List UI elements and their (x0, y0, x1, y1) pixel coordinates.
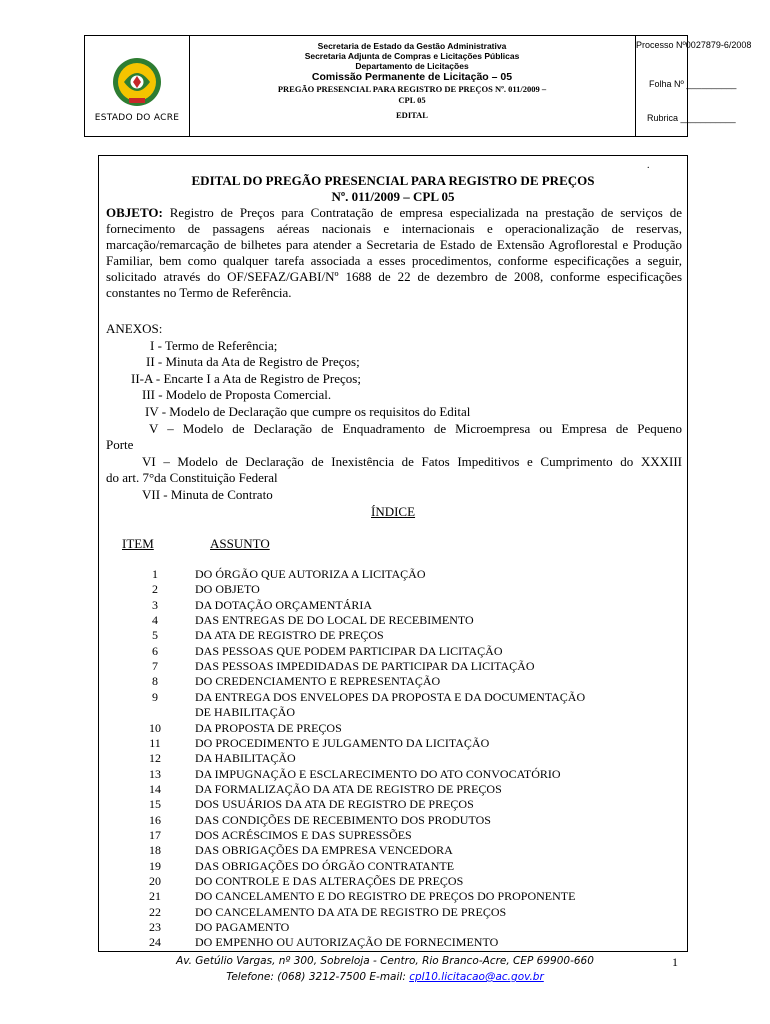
indice-item-subject: DA DOTAÇÃO ORÇAMENTÁRIA (195, 597, 373, 612)
indice-item-subject: DO CONTROLE E DAS ALTERAÇÕES DE PREÇOS (195, 874, 464, 888)
objeto-paragraph (106, 205, 682, 301)
document-header (84, 35, 752, 137)
footer-phone: Telefone: (068) 3212-7500 E-mail: (226, 971, 410, 983)
indice-item-subject: DO CREDENCIAMENTO E REPRESENTAÇÃO (195, 674, 441, 689)
indice-title: ÍNDICE (371, 504, 416, 519)
indice-item-number: 17 (149, 827, 161, 842)
indice-item-number: 16 (149, 812, 161, 827)
indice-item-number: 23 (149, 920, 161, 935)
indice-item-number: 4 (152, 613, 158, 628)
indice-item-subject: DOS ACRÉSCIMOS E DAS SUPRESSÕES (195, 827, 412, 842)
indice-item-number: 24 (149, 935, 161, 950)
header-center-cell (189, 36, 636, 136)
anexo-item: II-A - Encarte I a Ata de Registro de Preços; (131, 371, 361, 386)
header-edital: EDITAL (396, 110, 428, 120)
indice-item-number: 18 (149, 843, 161, 858)
indice-item-number: 9 (152, 689, 158, 704)
folha-field: Folha Nº __________ (649, 79, 737, 89)
indice-item-subject: DAS OBRIGAÇÕES DA EMPRESA VENCEDORA (195, 843, 453, 858)
indice-item-number: 20 (149, 874, 161, 888)
indice-item-number: 15 (149, 797, 161, 812)
indice-item-number: 3 (152, 597, 158, 612)
header-secretaria-adjunta: Secretaria Adjunta de Compras e Licitações Públicas (304, 51, 520, 61)
indice-item-subject: DAS PESSOAS QUE PODEM PARTICIPAR DA LICITAÇÃO (195, 643, 503, 658)
indice-item-subject: DA FORMALIZAÇÃO DA ATA DE REGISTRO DE PREÇOS (195, 781, 502, 796)
objeto-text: Registro de Preços para Contratação de empresa especializada na prestação de serviços de fornecimento de passagens aéreas nacionais e internacionais e operacionalização de reservas, marcação/remarcação de bilhetes para atender a Secretaria de Estado de Extensão Agroflorestal e Produção Familiar, bem como qualquer tarefa associada a esses procedimentos, conforme especificações a seguir, solicitado através do OF/SEFAZ/GABI/Nº 1688 de 22 de dezembro de 2008, conforme especificações constantes no Termo de Referência. (106, 205, 682, 300)
edital-title: EDITAL DO PREGÃO PRESENCIAL PARA REGISTRO DE PREÇOS (191, 173, 595, 188)
header-departamento: Departamento de Licitações (355, 61, 469, 71)
header-logo-cell (85, 36, 190, 136)
indice-item-subject: DOS USUÁRIOS DA ATA DE REGISTRO DE PREÇOS (195, 797, 474, 812)
anexos-label: ANEXOS: (106, 321, 163, 336)
column-header-assunto: ASSUNTO (210, 536, 270, 551)
rubrica-field: Rubrica ___________ (647, 113, 736, 123)
indice-item-number: 14 (149, 781, 161, 796)
anexo-item-cont: do art. 7°da Constituição Federal (106, 470, 278, 485)
edital-content-box (98, 155, 688, 952)
indice-item-subject: DO CANCELAMENTO E DO REGISTRO DE PREÇOS DO PROPONENTE (195, 889, 576, 904)
anexo-item: I - Termo de Referência; (150, 338, 278, 353)
footer-address: Av. Getúlio Vargas, nº 300, Sobreloja - Centro, Rio Branco-Acre, CEP 69900-660 (176, 955, 594, 967)
indice-item-subject-cont: DE HABILITAÇÃO (195, 705, 296, 720)
footer-email-link[interactable]: cpl10.licitacao@ac.gov.br (409, 971, 544, 983)
indice-item-subject: DO CANCELAMENTO DA ATA DE REGISTRO DE PREÇOS (195, 904, 507, 919)
indice-item-subject: DO PAGAMENTO (195, 920, 290, 935)
anexo-item: V – Modelo de Declaração de Enquadramento de Microempresa ou Empresa de Pequeno (149, 421, 682, 436)
indice-item-number: 19 (149, 858, 161, 873)
anexo-item: III - Modelo de Proposta Comercial. (142, 387, 332, 402)
indice-item-subject: DAS PESSOAS IMPEDIDADAS DE PARTICIPAR DA LICITAÇÃO (195, 659, 535, 674)
header-cpl: CPL 05 (398, 95, 426, 105)
estado-label: ESTADO DO ACRE (94, 113, 180, 123)
anexo-item: IV - Modelo de Declaração que cumpre os requisitos do Edital (145, 404, 471, 419)
indice-item-number: 22 (149, 904, 161, 919)
anexo-item: VI – Modelo de Declaração de Inexistência de Fatos Impeditivos e Cumprimento do XXXIII (142, 454, 682, 469)
column-header-item: ITEM (122, 536, 154, 551)
header-pregao: PREGÃO PRESENCIAL PARA REGISTRO DE PREÇOS Nº. 011/2009 – (277, 84, 547, 94)
indice-item-number: 7 (152, 659, 158, 674)
indice-item-subject: DO PROCEDIMENTO E JULGAMENTO DA LICITAÇÃO (195, 735, 490, 750)
indice-item-subject: DAS OBRIGAÇÕES DO ÓRGÃO CONTRATANTE (195, 858, 455, 873)
anexo-item: VII - Minuta de Contrato (142, 487, 273, 502)
anexo-item: II - Minuta da Ata de Registro de Preços; (146, 354, 360, 369)
indice-item-number: 8 (152, 674, 158, 689)
anexo-item-cont: Porte (106, 437, 134, 452)
indice-item-number: 6 (152, 643, 158, 658)
page-number: 1 (672, 955, 678, 969)
indice-item-number: 12 (149, 751, 161, 766)
header-right-cell (635, 36, 752, 136)
indice-item-subject: DO EMPENHO OU AUTORIZAÇÃO DE FORNECIMENTO (195, 935, 499, 950)
objeto-label: OBJETO: (106, 205, 163, 220)
indice-item-number: 11 (149, 735, 161, 750)
indice-item-subject: DAS ENTREGAS DE DO LOCAL DE RECEBIMENTO (195, 613, 474, 628)
footer-contact (0, 971, 770, 983)
indice-item-subject: DO OBJETO (195, 582, 260, 597)
header-comissao: Comissão Permanente de Licitação – 05 (311, 71, 513, 83)
indice-item-subject: DA PROPOSTA DE PREÇOS (195, 720, 342, 735)
indice-item-number: 13 (149, 766, 161, 781)
indice-item-number: 2 (152, 582, 158, 597)
indice-item-subject: DO ÓRGÃO QUE AUTORIZA A LICITAÇÃO (195, 567, 426, 581)
indice-item-number: 10 (149, 720, 161, 735)
indice-item-number: 5 (152, 628, 158, 643)
indice-item-subject: DA ENTREGA DOS ENVELOPES DA PROPOSTA E DA DOCUMENTAÇÃO (195, 689, 586, 704)
indice-item-number: 1 (152, 567, 158, 581)
state-coat-of-arms-icon (111, 56, 163, 108)
indice-item-subject: DAS CONDIÇÕES DE RECEBIMENTO DOS PRODUTOS (195, 812, 491, 827)
stray-dot: . (647, 160, 650, 171)
header-secretaria: Secretaria de Estado da Gestão Administrativa (317, 41, 507, 51)
indice-item-number: 21 (149, 889, 161, 904)
indice-item-subject: DA IMPUGNAÇÃO E ESCLARECIMENTO DO ATO CONVOCATÓRIO (195, 766, 561, 781)
indice-item-subject: DA HABILITAÇÃO (195, 751, 296, 766)
processo-number: Processo Nº0027879-6/2008 (636, 40, 752, 50)
indice-item-subject: DA ATA DE REGISTRO DE PREÇOS (195, 628, 384, 643)
edital-number: Nº. 011/2009 – CPL 05 (331, 189, 455, 204)
